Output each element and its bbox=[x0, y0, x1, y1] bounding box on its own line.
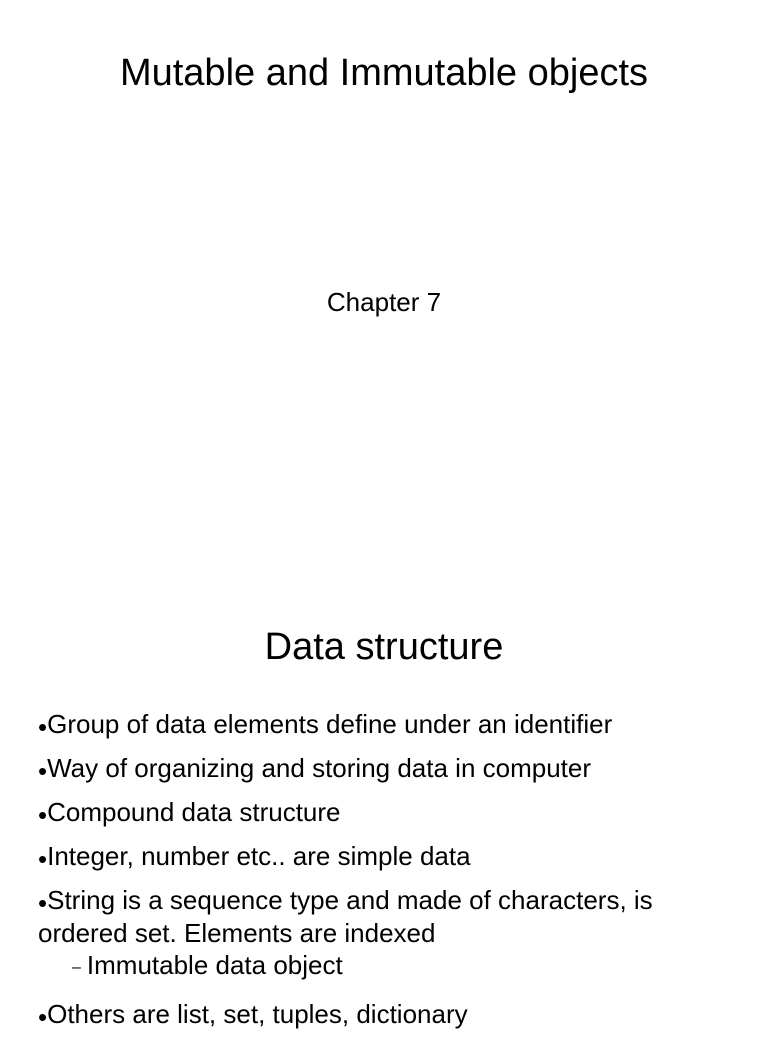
bullet-icon: • bbox=[38, 712, 48, 742]
bullet-text: Others are list, set, tuples, dictionary bbox=[47, 999, 468, 1029]
section-title: Data structure bbox=[264, 626, 504, 668]
bullet-icon: • bbox=[38, 800, 48, 830]
bullet-list bbox=[38, 708, 748, 1042]
bullet-item bbox=[38, 752, 748, 785]
bullet-item bbox=[38, 884, 748, 950]
bullet-item bbox=[38, 796, 748, 829]
bullet-icon: • bbox=[38, 756, 48, 786]
bullet-text: Integer, number etc.. are simple data bbox=[47, 841, 471, 871]
data-structure-slide bbox=[0, 576, 768, 1032]
bullet-text: Compound data structure bbox=[47, 797, 341, 827]
sub-bullet-text: Immutable data object bbox=[86, 950, 343, 980]
bullet-text: String is a sequence type and made of characters, is ordered set. Elements are indexed bbox=[38, 885, 653, 948]
bullet-icon: • bbox=[38, 888, 48, 918]
bullet-text: Group of data elements define under an identifier bbox=[47, 709, 613, 739]
bullet-item bbox=[38, 840, 748, 873]
bullet-icon: • bbox=[38, 844, 48, 874]
sub-bullet-item bbox=[38, 949, 748, 986]
dash-icon: – bbox=[72, 959, 81, 976]
bullet-icon: • bbox=[38, 1002, 48, 1032]
bullet-text: Way of organizing and storing data in computer bbox=[47, 753, 592, 783]
slide-title: Mutable and Immutable objects bbox=[119, 52, 649, 94]
bullet-item bbox=[38, 708, 748, 741]
chapter-subtitle: Chapter 7 bbox=[326, 287, 442, 317]
bullet-item bbox=[38, 998, 748, 1031]
